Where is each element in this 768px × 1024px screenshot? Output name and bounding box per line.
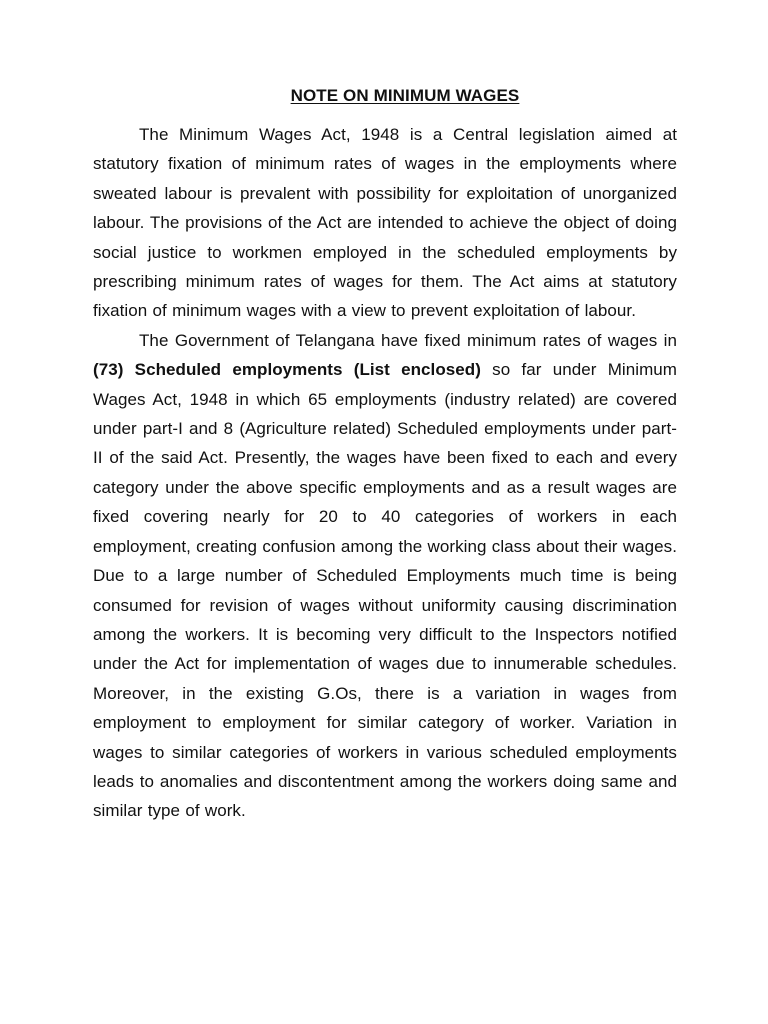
paragraph-2-text-start: The Government of Telangana have fixed minimum rates of wages in xyxy=(139,330,677,350)
document-page xyxy=(93,84,677,826)
paragraph-2-bold-text: (73) Scheduled employments (List enclosed) xyxy=(93,360,481,380)
paragraph-1: The Minimum Wages Act, 1948 is a Central legislation aimed at statutory fixation of minimum rates of wages in the employments where sweated labour is prevalent with possibility for exploitation of unorganized labour. The provisions of the Act are intended to achieve the object of doing social justice to workmen employed in the scheduled employments by prescribing minimum rates of wages for them. The Act aims at statutory fixation of minimum wages with a view to prevent exploitation of labour. xyxy=(93,125,677,321)
document-title: NOTE ON MINIMUM WAGES xyxy=(290,86,520,105)
paragraph-2 xyxy=(93,326,677,826)
paragraph-2-text-end: so far under Minimum Wages Act, 1948 in which 65 employments (industry related) are covered under part-I and 8 (Agriculture related) Scheduled employments under part-II of the said Act. Presently, the wages have been fixed to each and every category under the above specific employments and as a result wages are fixed covering nearly for 20 to 40 categories of workers in each employment, creating confusion among the working class about their wages. Due to a large number of Scheduled Employments much time is being consumed for revision of wages without uniformity causing discrimination among the workers. It is becoming very difficult to the Inspectors notified under the Act for implementation of wages due to innumerable schedules. Moreover, in the existing G.Os, there is a variation in wages from employment to employment for similar category of worker. Variation in wages to similar categories of workers in various scheduled employments leads to anomalies and discontentment among the workers doing same and similar type of work. xyxy=(93,360,677,821)
